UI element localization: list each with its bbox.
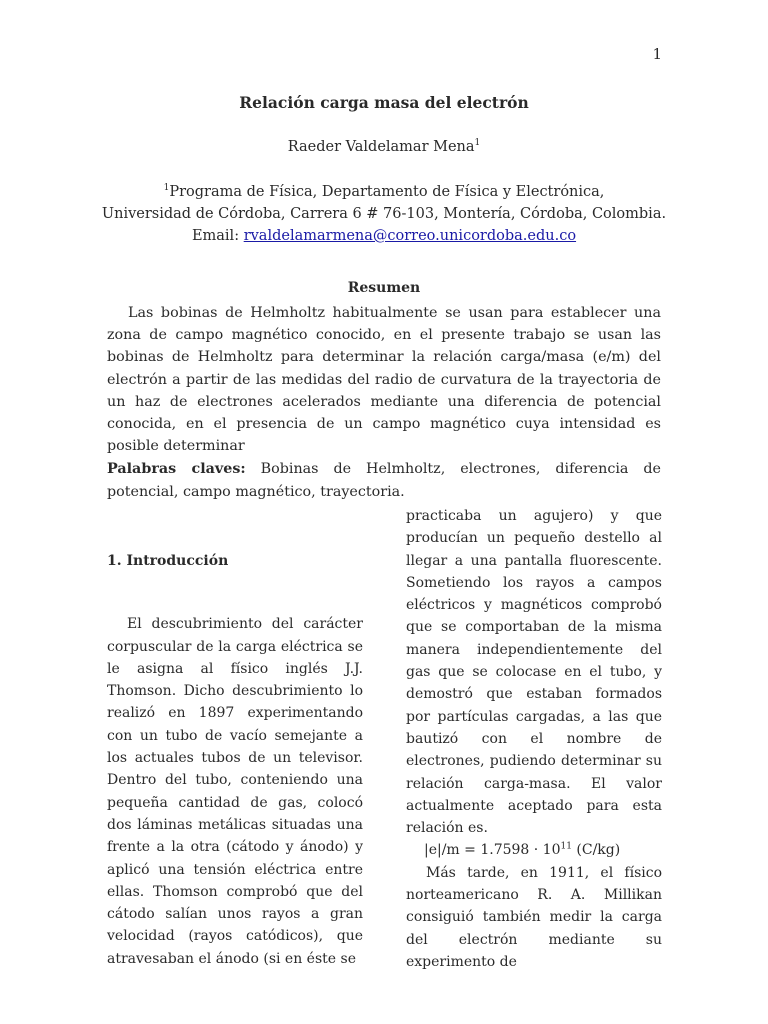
email-line (0, 225, 768, 247)
keywords-label: Palabras claves: (107, 461, 246, 477)
formula-exponent: 11 (560, 841, 572, 852)
affiliation-block (0, 181, 768, 247)
keywords (107, 458, 661, 503)
charge-mass-formula: $|e|/m = 1.7598 \cdot 10^{11}$ (C/kg) (424, 841, 621, 859)
keywords-text: Bobinas de Helmholtz, electrones, diferencia de potencial, campo magnético, trayectoria. (107, 461, 661, 500)
intro-paragraph-1-continued: practicaba un agujero) y que producían un pequeño destello al llegar a una pantalla fluorescente. Sometiendo los rayos a campos eléctricos y magnéticos comprobó que se comportaban de la misma manera independientemente del gas que se colocase en el tubo, y demostró que estaban formados por partículas cargadas, a las que bautizó con el nombre de electrones, pudiendo determinar su relación carga-masa. El valor actualmente aceptado para esta relación es. (406, 508, 662, 837)
right-column (406, 505, 662, 973)
intro-paragraph-2: Más tarde, en 1911, el físico norteamericano R. A. Millikan consiguió también medir la carga del electrón mediante su experimento de (406, 864, 662, 970)
affiliation-line-1: $^1$Programa de Física, Departamento de Física y Electrónica, (163, 183, 605, 200)
paper-title: Relación carga masa del electrón (239, 93, 529, 112)
intro-paragraph-1: El descubrimiento del carácter corpuscular de la carga eléctrica se le asigna al físico inglés J.J. Thomson. Dicho descubrimiento lo realizó en 1897 experimentando con un tubo de vacío semejante a los actuales tubos de un televisor. Dentro del tubo, conteniendo una pequeña cantidad de gas, colocó dos láminas metálicas situadas una frente a la otra (cátodo y ánodo) y aplicó una tensión eléctrica entre ellas. Thomson comprobó que del cátodo salían unos rayos a gran velocidad (rayos catódicos), que atravesaban el ánodo (si en éste se (107, 616, 363, 967)
email-label: Email: (191, 228, 244, 244)
author-line (0, 139, 768, 155)
left-column (107, 550, 363, 970)
page-number: 1 (652, 45, 662, 63)
section-heading-introduction: 1. Introducción (107, 553, 229, 569)
affiliation-mark: 1 (163, 183, 170, 194)
abstract-text: Las bobinas de Helmholtz habitualmente se usan para establecer una zona de campo magnético conocido, en el presente trabajo se usan las bobinas de Helmholtz para determinar la relación carga/masa (e/m) del electrón a partir de las medidas del radio de curvatura de la trayectoria de un haz de electrones acelerados mediante una diferencia de potencial conocida, en el presencia de un campo magnético cuya intensidad es posible determinar (107, 305, 661, 455)
affiliation-line-2: Universidad de Córdoba, Carrera 6 # 76-103, Montería, Córdoba, Colombia. (101, 206, 667, 222)
author-name: Raeder Valdelamar Mena (287, 139, 475, 155)
email-link[interactable]: rvaldelamarmena@correo.unicordoba.edu.co (243, 228, 577, 244)
abstract-heading: Resumen (347, 280, 421, 296)
author-affiliation-mark: 1 (474, 138, 481, 149)
abstract-body (107, 302, 661, 457)
